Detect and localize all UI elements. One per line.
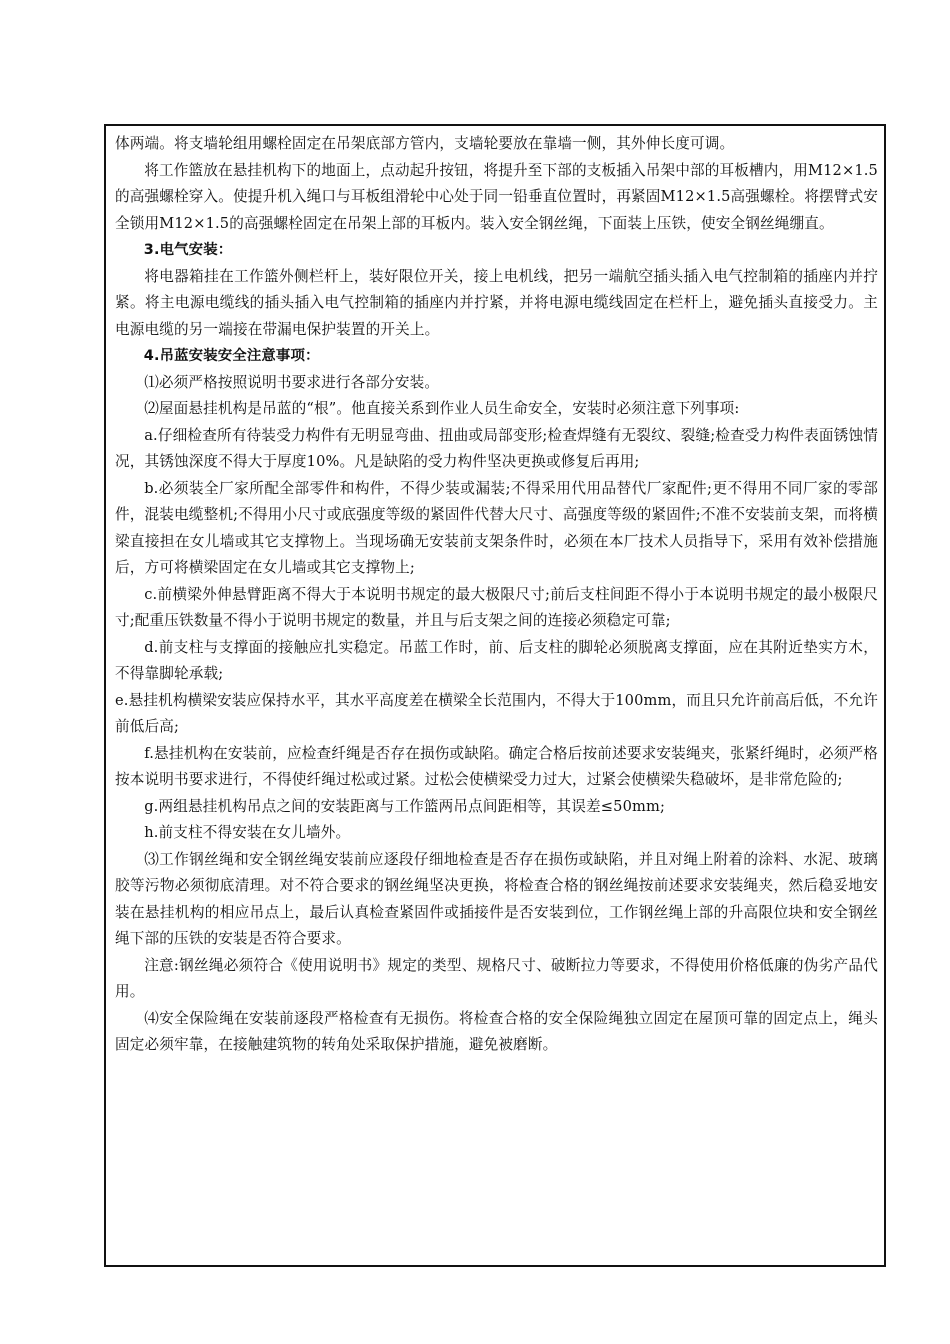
paragraph-item-h: h.前支柱不得安装在女儿墙外。 [144,824,351,841]
section-heading-safety: 4.吊蓝安装安全注意事项： [143,348,320,364]
paragraph-item-a: a.仔细检查所有待装受力构件有无明显弯曲、扭曲或局部变形;检查焊缝有无裂纹、裂缝;检查受力构件表面锈蚀情况，其锈蚀深度不得大于厚度10%。凡是缺陷的受力构件坚决更换或修复后再用; [115,426,878,470]
paragraph-item-4: ⑷安全保险绳在安装前逐段严格检查有无损伤。将检查合格的安全保险绳独立固定在屋顶可靠的固定点上，绳头固定必须牢靠，在接触建筑物的转角处采取保护措施，避免被磨断。 [115,1009,878,1053]
paragraph-item-c: c.前横梁外伸悬臂距离不得大于本说明书规定的最大极限尺寸;前后支柱间距不得小于本说明书规定的最小极限尺寸;配重压铁数量不得小于说明书规定的数量，并且与后支架之间的连接必须稳定可靠; [115,585,878,629]
paragraph-item-2: ⑵屋面悬挂机构是吊蓝的“根”。他直接关系到作业人员生命安全，安装时必须注意下列事项: [144,400,740,417]
document-body [104,131,886,1059]
paragraph-item-e: e.悬挂机构横梁安装应保持水平，其水平高度差在横梁全长范围内，不得大于100mm，而且只允许前高后低，不允许前低后高; [115,691,878,735]
paragraph-item-d: d.前支柱与支撑面的接触应扎实稳定。吊蓝工作时，前、后支柱的脚轮必须脱离支撑面，应在其附近垫实方木，不得靠脚轮承载; [115,638,878,682]
paragraph-item-g: g.两组悬挂机构吊点之间的安装距离与工作篮两吊点间距相等，其误差≤50mm; [144,797,666,815]
paragraph-basket-install: 将工作篮放在悬挂机构下的地面上，点动起升按钮，将提升至下部的支板插入吊架中部的耳板槽内，用M12×1.5的高强螺栓穿入。使提升机入绳口与耳板组滑轮中心处于同一铅垂直位置时，再紧固M12×1.5高强螺栓。将摆臂式安全锁用M12×1.5的高强螺栓固定在吊架上部的耳板内。装入安全钢丝绳，下面装上压铁，使安全钢丝绳绷直。 [115,161,878,232]
paragraph-note: 注意:钢丝绳必须符合《使用说明书》规定的类型、规格尺寸、破断拉力等要求，不得使用价格低廉的伪劣产品代用。 [115,956,878,1000]
paragraph-item-b: b.必须装全厂家所配全部零件和构件，不得少装或漏装;不得采用代用品替代厂家配件;更不得用不同厂家的零部件，混装电缆整机;不得用小尺寸或底强度等级的紧固件代替大尺寸、高强度等级的紧固件;不准不安装前支架，而将横梁直接担在女儿墙或其它支撑物上。当现场确无安装前支架条件时，必须在本厂技术人员指导下，采用有效补偿措施后，方可将横梁固定在女儿墙或其它支撑物上; [115,479,878,576]
section-heading-electrical: 3.电气安装： [143,242,233,258]
paragraph-item-1: ⑴必须严格按照说明书要求进行各部分安装。 [144,373,440,391]
paragraph-item-3: ⑶工作钢丝绳和安全钢丝绳安装前应逐段仔细地检查是否存在损伤或缺陷，并且对绳上附着的涂料、水泥、玻璃胶等污物必须彻底清理。对不符合要求的钢丝绳坚决更换，将检查合格的钢丝绳按前述要求安装绳夹，然后稳妥地安装在悬挂机构的相应吊点上，最后认真检查紧固件或插接件是否安装到位，工作钢丝绳上部的升高限位块和安全钢丝绳下部的压铁的安装是否符合要求。 [115,850,878,947]
paragraph-electrical: 将电器箱挂在工作篮外侧栏杆上，装好限位开关，接上电机线，把另一端航空插头插入电气控制箱的插座内并拧紧。将主电源电缆线的插头插入电气控制箱的插座内并拧紧，并将电源电缆线固定在栏杆上，避免插头直接受力。主电源电缆的另一端接在带漏电保护装置的开关上。 [115,267,878,338]
paragraph-item-f: f.悬挂机构在安装前，应检查纤绳是否存在损伤或缺陷。确定合格后按前述要求安装绳夹，张紧纤绳时，必须严格按本说明书要求进行，不得使纤绳过松或过紧。过松会使横梁受力过大，过紧会使横梁失稳破坏，是非常危险的; [115,744,878,788]
paragraph-continuation: 体两端。将支墙轮组用螺栓固定在吊架底部方管内，支墙轮要放在靠墙一侧，其外伸长度可调。 [115,135,735,152]
